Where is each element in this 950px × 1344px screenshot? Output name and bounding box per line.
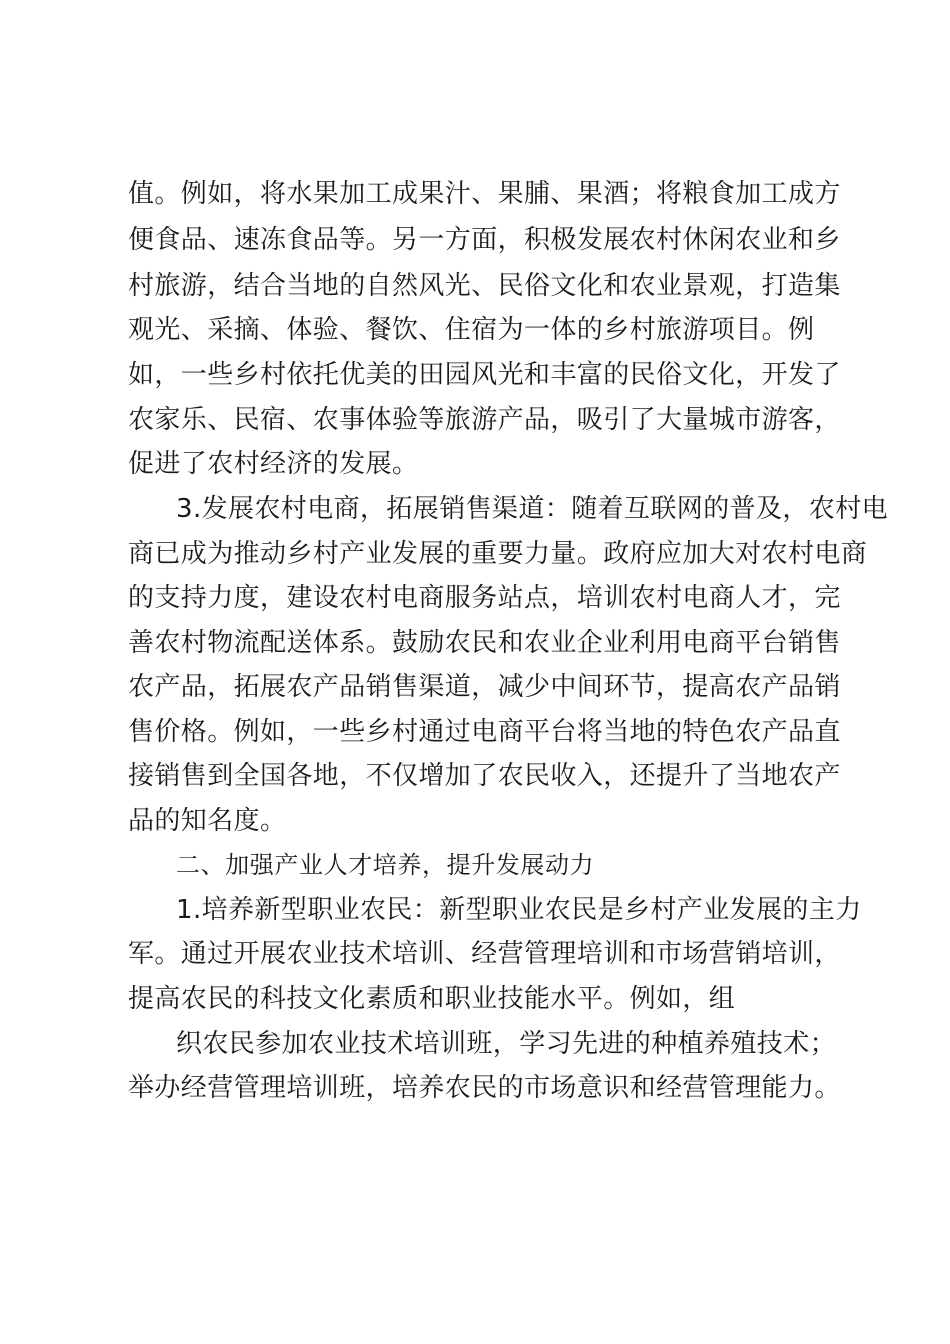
text-line: 农产品，拓展农产品销售渠道，减少中间环节，提高农产品销	[128, 672, 841, 702]
text-line: 军。通过开展农业技术培训、经营管理培训和市场营销培训，	[128, 939, 841, 969]
paragraph-3-first-line: 3.发展农村电商，拓展销售渠道：随着互联网的普及，农村电	[176, 494, 889, 524]
section-heading: 二、加强产业人才培养，提升发展动力	[176, 851, 595, 879]
text-line: 举办经营管理培训班，培养农民的市场意识和经营管理能力。	[128, 1073, 841, 1103]
text-line: 织农民参加农业技术培训班，学习先进的种植养殖技术；	[176, 1029, 837, 1059]
text-line: 的支持力度，建设农村电商服务站点，培训农村电商人才，完	[128, 583, 841, 613]
text-line: 便食品、速冻食品等。另一方面，积极发展农村休闲农业和乡	[128, 225, 841, 255]
text-line: 善农村物流配送体系。鼓励农民和农业企业利用电商平台销售	[128, 628, 841, 658]
text-line: 提高农民的科技文化素质和职业技能水平。例如，组	[128, 984, 736, 1014]
text-line: 品的知名度。	[128, 806, 287, 836]
text-line: 售价格。例如，一些乡村通过电商平台将当地的特色农产品直	[128, 717, 841, 747]
text-line: 村旅游，结合当地的自然风光、民俗文化和农业景观，打造集	[128, 271, 841, 301]
text-line: 农家乐、民宿、农事体验等旅游产品，吸引了大量城市游客，	[128, 405, 841, 435]
text-line: 接销售到全国各地，不仅增加了农民收入，还提升了当地农产	[128, 761, 841, 791]
text-line: 值。例如，将水果加工成果汁、果脯、果酒；将粮食加工成方	[128, 179, 841, 209]
text-line: 如，一些乡村依托优美的田园风光和丰富的民俗文化，开发了	[128, 360, 841, 390]
text-line: 促进了农村经济的发展。	[128, 449, 419, 479]
paragraph-1-first-line: 1.培养新型职业农民：新型职业农民是乡村产业发展的主力	[176, 895, 862, 925]
text-line: 商已成为推动乡村产业发展的重要力量。政府应加大对农村电商	[128, 539, 868, 569]
text-line: 观光、采摘、体验、餐饮、住宿为一体的乡村旅游项目。例	[128, 315, 815, 345]
